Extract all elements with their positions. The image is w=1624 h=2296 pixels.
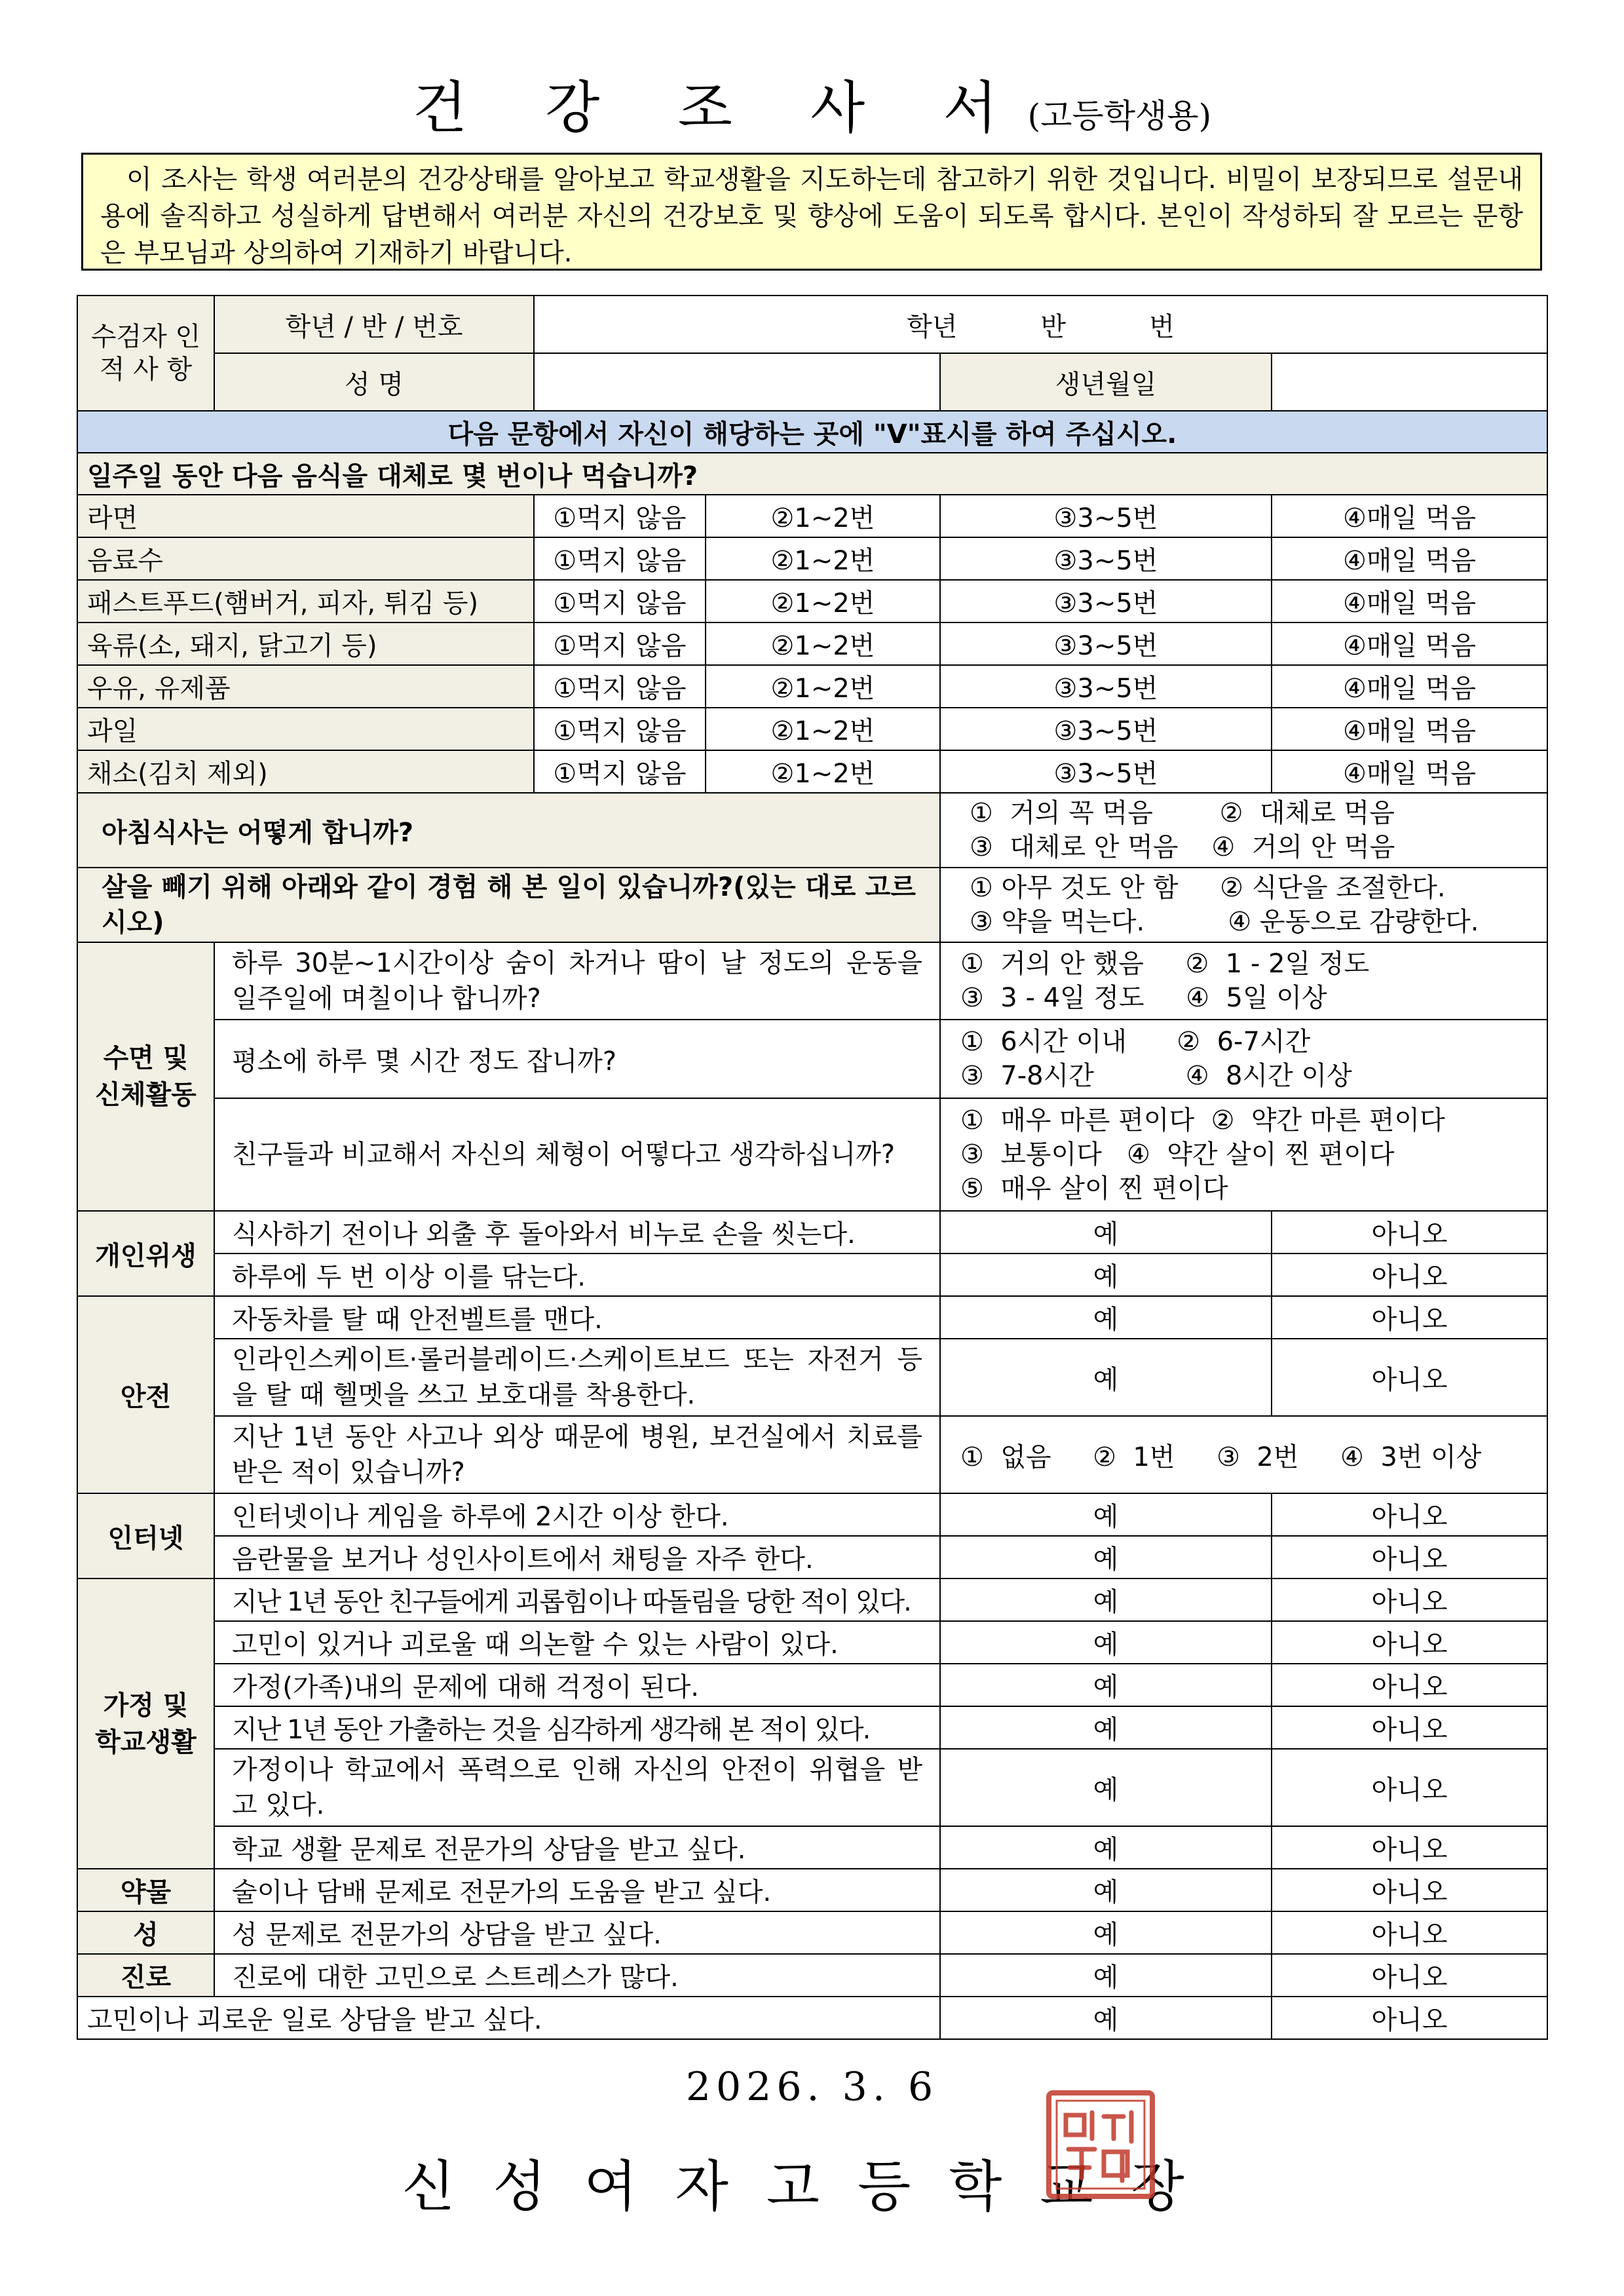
food-option-2[interactable]: ②1~2번 (706, 622, 940, 665)
no-option[interactable]: 아니오 (1272, 1664, 1547, 1706)
food-row (77, 665, 1547, 708)
family-question-4: 지난 1년 동안 가출하는 것을 심각하게 생각해 본 적이 있다. (214, 1706, 940, 1749)
category-internet: 인터넷 (77, 1493, 214, 1578)
yes-option[interactable]: 예 (940, 1997, 1272, 2039)
food-question: 일주일 동안 다음 음식을 대체로 몇 번이나 먹습니까? (77, 453, 1547, 495)
no-option[interactable]: 아니오 (1272, 1339, 1547, 1416)
body-options-line2[interactable]: ③ 보통이다 ④ 약간 살이 찐 편이다 (960, 1139, 1395, 1170)
food-option-4[interactable]: ④매일 먹음 (1272, 580, 1547, 622)
hygiene-question-2: 하루에 두 번 이상 이를 닦는다. (214, 1253, 940, 1296)
yes-option[interactable]: 예 (940, 1296, 1272, 1339)
birth-field[interactable] (1272, 353, 1547, 411)
diet-options-line2[interactable]: ③ 약을 먹는다. ④ 운동으로 감량한다. (970, 907, 1479, 937)
career-question: 진로에 대한 고민으로 스트레스가 많다. (214, 1954, 940, 1997)
identity-header: 수검자 인 적 사 항 (77, 296, 214, 411)
food-item: 패스트푸드(햄버거, 피자, 튀김 등) (77, 580, 534, 622)
sleep-options-line1[interactable]: ① 6시간 이내 ② 6-7시간 (960, 1027, 1311, 1057)
issue-date: 2026. 3. 6 (685, 2064, 939, 2110)
yes-option[interactable]: 예 (940, 1869, 1272, 1911)
food-option-1[interactable]: ①먹지 않음 (534, 622, 706, 665)
title-sub: (고등학생용) (1027, 97, 1212, 135)
sleep-question-2: 평소에 하루 몇 시간 정도 잡니까? (214, 1020, 940, 1098)
food-option-2[interactable]: ②1~2번 (706, 580, 940, 622)
diet-question: 살을 빼기 위해 아래와 같이 경험 해 본 일이 있습니까?(있는 대로 고르시오) (77, 868, 940, 942)
food-item: 라면 (77, 495, 534, 537)
food-option-3[interactable]: ③3~5번 (940, 665, 1272, 708)
food-option-1[interactable]: ①먹지 않음 (534, 665, 706, 708)
category-safety: 안전 (77, 1296, 214, 1493)
no-option[interactable]: 아니오 (1272, 1706, 1547, 1749)
food-option-4[interactable]: ④매일 먹음 (1272, 495, 1547, 537)
accident-options[interactable]: ① 없음 ② 1번 ③ 2번 ④ 3번 이상 (940, 1416, 1547, 1493)
food-option-2[interactable]: ②1~2번 (706, 537, 940, 580)
food-item: 채소(김치 제외) (77, 750, 534, 793)
yes-option[interactable]: 예 (940, 1253, 1272, 1296)
family-question-2: 고민이 있거나 괴로울 때 의논할 수 있는 사람이 있다. (214, 1621, 940, 1664)
food-item: 음료수 (77, 537, 534, 580)
no-option[interactable]: 아니오 (1272, 1211, 1547, 1253)
yes-option[interactable]: 예 (940, 1749, 1272, 1826)
food-option-2[interactable]: ②1~2번 (706, 750, 940, 793)
breakfast-question: 아침식사는 어떻게 합니까? (77, 793, 940, 868)
food-option-3[interactable]: ③3~5번 (940, 495, 1272, 537)
food-option-3[interactable]: ③3~5번 (940, 580, 1272, 622)
food-row (77, 495, 1547, 537)
yes-option[interactable]: 예 (940, 1706, 1272, 1749)
survey-table (77, 295, 1548, 2040)
food-option-1[interactable]: ①먹지 않음 (534, 580, 706, 622)
instruction-banner: 다음 문항에서 자신이 해당하는 곳에 "V"표시를 하여 주십시오. (77, 411, 1547, 453)
yes-option[interactable]: 예 (940, 1211, 1272, 1253)
no-option[interactable]: 아니오 (1272, 1296, 1547, 1339)
food-option-3[interactable]: ③3~5번 (940, 537, 1272, 580)
grade-label: 학년 / 반 / 번호 (214, 296, 534, 353)
food-option-2[interactable]: ②1~2번 (706, 708, 940, 750)
drug-question: 술이나 담배 문제로 전문가의 도움을 받고 싶다. (214, 1869, 940, 1911)
family-question-5: 가정이나 학교에서 폭력으로 인해 자신의 안전이 위협을 받고 있다. (214, 1749, 940, 1826)
counsel-question: 고민이나 괴로운 일로 상담을 받고 싶다. (77, 1997, 940, 2039)
food-option-4[interactable]: ④매일 먹음 (1272, 708, 1547, 750)
breakfast-options-line1[interactable]: ① 거의 꼭 먹음 ② 대체로 먹음 (970, 798, 1395, 828)
category-family: 가정 및 학교생활 (77, 1578, 214, 1869)
yes-option[interactable]: 예 (940, 1578, 1272, 1621)
food-option-4[interactable]: ④매일 먹음 (1272, 750, 1547, 793)
food-row (77, 580, 1547, 622)
food-item: 우유, 유제품 (77, 665, 534, 708)
no-option[interactable]: 아니오 (1272, 1621, 1547, 1664)
food-option-1[interactable]: ①먹지 않음 (534, 750, 706, 793)
yes-option[interactable]: 예 (940, 1664, 1272, 1706)
no-option[interactable]: 아니오 (1272, 1749, 1547, 1826)
sleep-question-1: 하루 30분~1시간이상 숨이 차거나 땀이 날 정도의 운동을 일주일에 며칠이나 합니까? (214, 942, 940, 1020)
no-option[interactable]: 아니오 (1272, 1911, 1547, 1954)
category-hygiene: 개인위생 (77, 1211, 214, 1296)
exercise-options-line2[interactable]: ③ 3 - 4일 정도 ④ 5일 이상 (960, 983, 1327, 1013)
food-option-1[interactable]: ①먹지 않음 (534, 495, 706, 537)
family-question-6: 학교 생활 문제로 전문가의 상담을 받고 싶다. (214, 1826, 940, 1869)
name-field[interactable] (534, 353, 940, 411)
safety-question-1: 자동차를 탈 때 안전벨트를 맨다. (214, 1296, 940, 1339)
body-options-line3[interactable]: ⑤ 매우 살이 찐 편이다 (960, 1174, 1228, 1204)
internet-question-1: 인터넷이나 게임을 하루에 2시간 이상 한다. (214, 1493, 940, 1536)
yes-option[interactable]: 예 (940, 1339, 1272, 1416)
yes-option[interactable]: 예 (940, 1621, 1272, 1664)
document-title (0, 62, 1624, 144)
name-label: 성 명 (214, 353, 534, 411)
no-option[interactable]: 아니오 (1272, 1493, 1547, 1536)
food-row (77, 622, 1547, 665)
no-option[interactable]: 아니오 (1272, 1954, 1547, 1997)
yes-option[interactable]: 예 (940, 1493, 1272, 1536)
internet-question-2: 음란물을 보거나 성인사이트에서 채팅을 자주 한다. (214, 1536, 940, 1578)
no-option[interactable]: 아니오 (1272, 1578, 1547, 1621)
family-question-1: 지난 1년 동안 친구들에게 괴롭힘이나 따돌림을 당한 적이 있다. (214, 1578, 940, 1621)
sex-question: 성 문제로 전문가의 상담을 받고 싶다. (214, 1911, 940, 1954)
school-name: 신성여자고등학교장 (402, 2154, 1222, 2219)
food-row (77, 750, 1547, 793)
food-row (77, 708, 1547, 750)
food-option-3[interactable]: ③3~5번 (940, 622, 1272, 665)
no-option[interactable]: 아니오 (1272, 1997, 1547, 2039)
birth-label: 생년월일 (940, 353, 1272, 411)
food-option-4[interactable]: ④매일 먹음 (1272, 665, 1547, 708)
no-option[interactable]: 아니오 (1272, 1536, 1547, 1578)
safety-question-3: 지난 1년 동안 사고나 외상 때문에 병원, 보건실에서 치료를 받은 적이 있습니까? (214, 1416, 940, 1493)
category-career: 진로 (77, 1954, 214, 1997)
diet-options-line1[interactable]: ① 아무 것도 안 함 ② 식단을 조절한다. (970, 873, 1446, 903)
title-main: 건 강 조 사 서 (412, 75, 1028, 141)
yes-option[interactable]: 예 (940, 1826, 1272, 1869)
food-option-1[interactable]: ①먹지 않음 (534, 708, 706, 750)
official-seal-icon (1045, 2089, 1156, 2200)
category-sex: 성 (77, 1911, 214, 1954)
exercise-options-line1[interactable]: ① 거의 안 했음 ② 1 - 2일 정도 (960, 949, 1370, 979)
food-option-3[interactable]: ③3~5번 (940, 708, 1272, 750)
food-option-2[interactable]: ②1~2번 (706, 495, 940, 537)
food-option-1[interactable]: ①먹지 않음 (534, 537, 706, 580)
hygiene-question-1: 식사하기 전이나 외출 후 돌아와서 비누로 손을 씻는다. (214, 1211, 940, 1253)
intro-notice: 이 조사는 학생 여러분의 건강상태를 알아보고 학교생활을 지도하는데 참고하기 위한 것입니다. 비밀이 보장되므로 설문내용에 솔직하고 성실하게 답변해서 여러분 자신의 건강보호 및 향상에 도움이 되도록 합시다. 본인이 작성하되 잘 모르는 문항은 부모님과 상의하여 기재하기 바랍니다. (81, 153, 1542, 271)
body-options-line1[interactable]: ① 매우 마른 편이다 ② 약간 마른 편이다 (960, 1105, 1445, 1136)
grade-field[interactable]: 학년 반 번 (534, 296, 1547, 353)
yes-option[interactable]: 예 (940, 1536, 1272, 1578)
no-option[interactable]: 아니오 (1272, 1826, 1547, 1869)
food-option-4[interactable]: ④매일 먹음 (1272, 537, 1547, 580)
sleep-question-3: 친구들과 비교해서 자신의 체형이 어떻다고 생각하십니까? (214, 1098, 940, 1211)
food-option-2[interactable]: ②1~2번 (706, 665, 940, 708)
category-drug: 약물 (77, 1869, 214, 1911)
category-sleep: 수면 및 신체활동 (77, 942, 214, 1211)
food-row (77, 537, 1547, 580)
food-item: 과일 (77, 708, 534, 750)
yes-option[interactable]: 예 (940, 1911, 1272, 1954)
breakfast-options-line2[interactable]: ③ 대체로 안 먹음 ④ 거의 안 먹음 (970, 832, 1395, 862)
yes-option[interactable]: 예 (940, 1954, 1272, 1997)
sleep-options-line2[interactable]: ③ 7-8시간 ④ 8시간 이상 (960, 1061, 1352, 1091)
food-option-3[interactable]: ③3~5번 (940, 750, 1272, 793)
food-option-4[interactable]: ④매일 먹음 (1272, 622, 1547, 665)
no-option[interactable]: 아니오 (1272, 1869, 1547, 1911)
safety-question-2: 인라인스케이트·롤러블레이드·스케이트보드 또는 자전거 등을 탈 때 헬멧을 쓰고 보호대를 착용한다. (214, 1339, 940, 1416)
food-item: 육류(소, 돼지, 닭고기 등) (77, 622, 534, 665)
no-option[interactable]: 아니오 (1272, 1253, 1547, 1296)
family-question-3: 가정(가족)내의 문제에 대해 걱정이 된다. (214, 1664, 940, 1706)
